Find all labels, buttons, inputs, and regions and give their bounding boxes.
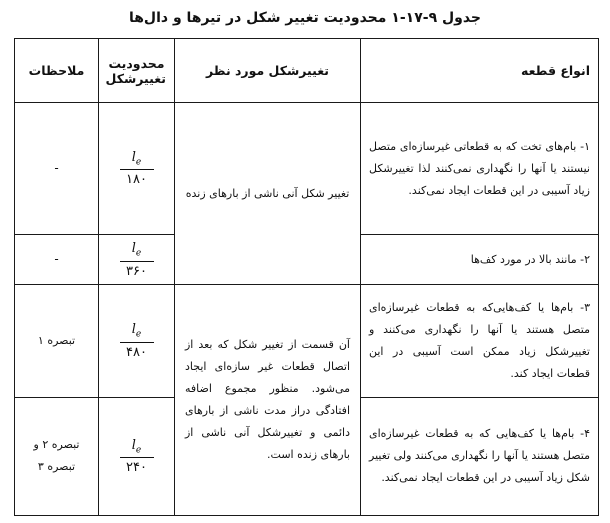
- limit-denominator: ۱۸۰: [126, 172, 147, 188]
- limit-numerator: $l_e$: [131, 322, 142, 340]
- header-limit: محدودیت تغییرشکل: [99, 39, 175, 103]
- limit-numerator: $l_e$: [131, 241, 142, 259]
- deflection-instant-live: تغییر شکل آنی ناشی از بارهای زنده: [175, 103, 361, 285]
- table-title: جدول ۹-۱۷-۱ محدودیت تغییر شکل در تیرها و دال‌ها: [128, 10, 482, 26]
- limit-cell-1: [99, 103, 175, 235]
- limit-denominator: ۴۸۰: [126, 344, 147, 360]
- deflection-limits-table: [14, 38, 599, 516]
- limit-denominator: ۲۴۰: [126, 460, 147, 476]
- limit-numerator: $l_e$: [131, 149, 142, 168]
- table-row: [15, 103, 599, 235]
- header-deflection: تغییرشکل مورد نظر: [175, 39, 361, 103]
- limit-fraction-1: [120, 151, 154, 187]
- member-type-4: ۴- بام‌ها یا کف‌هایی که به قطعات غیرسازه‌ای متصل هستند یا آنها را نگهداری می‌کنند ولی تغییر شکل زیاد آسیبی در این قطعات ایجاد نمی‌کند.: [361, 397, 599, 515]
- limit-fraction-3: [120, 323, 154, 359]
- notes-4: تبصره ۲ و تبصره ۳: [15, 397, 99, 515]
- limit-numerator: $l_e$: [131, 437, 142, 456]
- table-row: [15, 285, 599, 397]
- limit-cell-3: [99, 285, 175, 397]
- member-type-2: ۲- مانند بالا در مورد کف‌ها: [361, 235, 599, 285]
- limit-cell-2: [99, 235, 175, 285]
- member-type-3: ۳- بام‌ها یا کف‌هایی‌که به قطعات غیرسازه‌ای متصل هستند یا آنها را نگهداری می‌کنند و تغییرشکل زیاد ممکن است آسیبی در این قطعات ایجاد کند.: [361, 285, 599, 397]
- header-row: [15, 39, 599, 103]
- limit-fraction-4: [120, 439, 154, 475]
- notes-1: -: [15, 103, 99, 235]
- deflection-after-attachment: آن قسمت از تغییر شکل که بعد از اتصال قطعات غیر سازه‌ای ایجاد می‌شود. منظور مجموع اضافه افتادگی دراز مدت ناشی از بارهای دائمی و تغییرشکل آنی ناشی از بارهای زنده است.: [175, 285, 361, 516]
- notes-3: تبصره ۱: [15, 285, 99, 397]
- limit-denominator: ۳۶۰: [126, 263, 147, 279]
- header-types: انواع قطعه: [361, 39, 599, 103]
- notes-2: -: [15, 235, 99, 285]
- member-type-1: ۱- بام‌های تخت که به قطعاتی غیرسازه‌ای متصل نیستند یا آنها را نگهداری نمی‌کنند لذا تغییرشکل زیاد آسیبی در این قطعات ایجاد نمی‌کند.: [361, 103, 599, 235]
- limit-fraction-2: [120, 242, 154, 278]
- header-notes: ملاحظات: [15, 39, 99, 103]
- limit-cell-4: [99, 397, 175, 515]
